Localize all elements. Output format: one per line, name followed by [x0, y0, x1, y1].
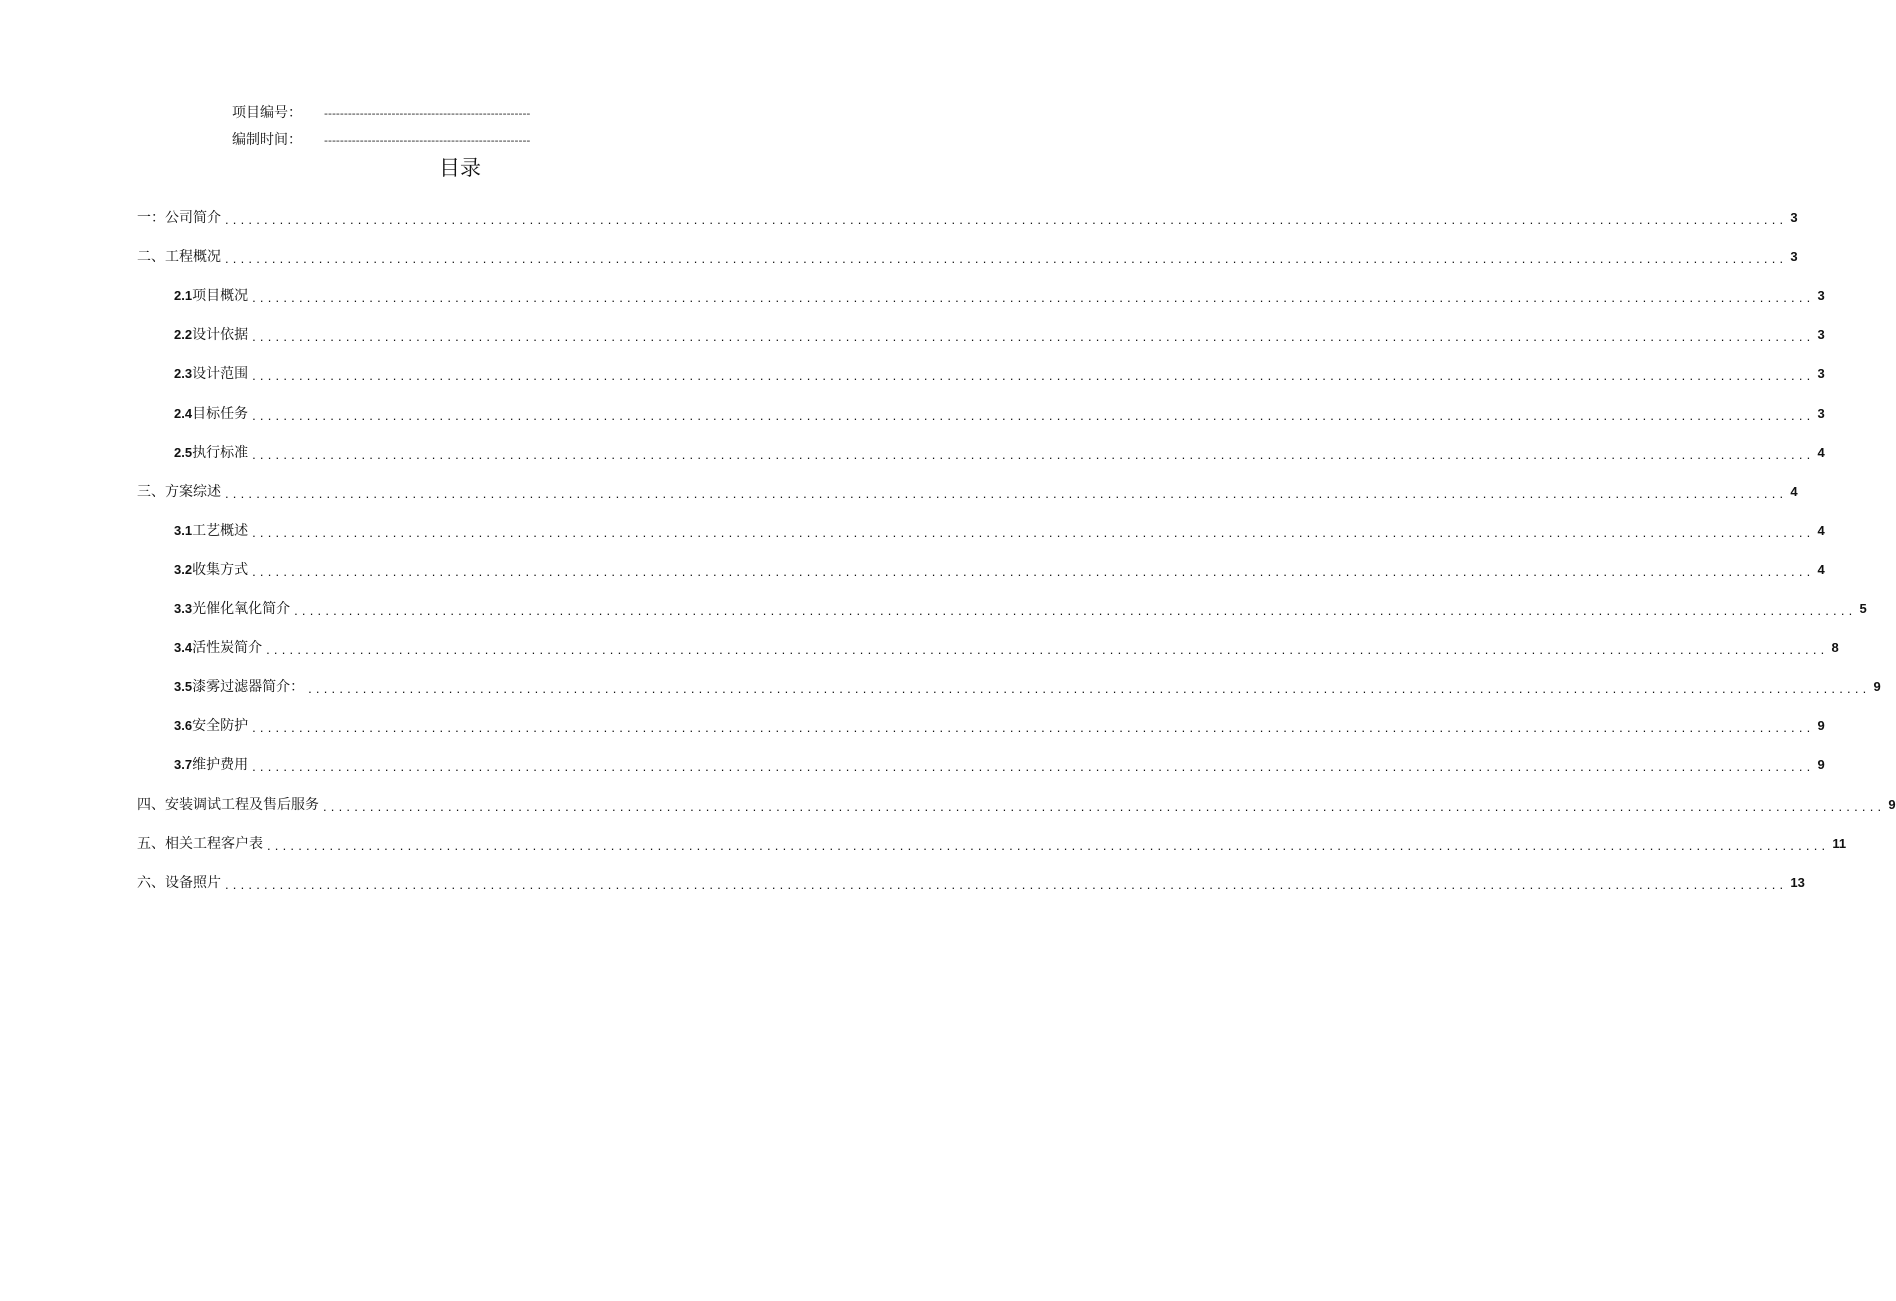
toc-entry[interactable] — [174, 676, 1881, 698]
toc-entry-page: 3 — [1790, 249, 1798, 264]
toc-entry-label: 漆雾过滤器简介： — [192, 679, 305, 695]
toc-entry-page: 13 — [1790, 875, 1805, 890]
toc-entry-number: 2.3 — [174, 366, 193, 381]
toc-entry-page: 4 — [1817, 523, 1825, 538]
toc-entry-page: 9 — [1817, 757, 1825, 772]
toc-dot-leader: ........................................................................................................................................................................................................ — [294, 603, 1857, 618]
toc-dot-leader: ........................................................................................................................................................................................................ — [225, 877, 1788, 892]
toc-entry[interactable] — [174, 598, 1867, 620]
toc-entry-number: 3.2 — [174, 562, 193, 577]
toc-dot-leader: ........................................................................................................................................................................................................ — [252, 564, 1815, 579]
toc-entry[interactable] — [174, 285, 1825, 307]
toc-entry-page: 4 — [1790, 484, 1798, 499]
toc-entry[interactable] — [174, 754, 1825, 776]
toc-entry-number: 3.4 — [174, 640, 193, 655]
toc-entry-number: 2.4 — [174, 406, 193, 421]
toc-entry[interactable] — [174, 363, 1825, 385]
toc-entry[interactable] — [137, 207, 1798, 229]
toc-dot-leader: ........................................................................................................................................................................................................ — [252, 720, 1815, 735]
toc-entry-label: 设计依据 — [192, 327, 249, 343]
toc-entry-page: 4 — [1817, 445, 1825, 460]
project-number-label: 项目编号： — [232, 105, 302, 121]
toc-entry-page: 3 — [1817, 406, 1825, 421]
toc-dot-leader: ........................................................................................................................................................................................................ — [252, 759, 1815, 774]
toc-entry-label: 设计范围 — [192, 366, 249, 382]
toc-entry-page: 9 — [1873, 679, 1881, 694]
toc-entry-label: 收集方式 — [192, 562, 249, 578]
toc-entry[interactable] — [137, 481, 1798, 503]
toc-entry-page: 8 — [1831, 640, 1839, 655]
toc-entry[interactable] — [137, 872, 1805, 894]
toc-entry-page: 9 — [1888, 797, 1896, 812]
toc-entry-label: 活性炭简介 — [192, 640, 263, 656]
toc-entry[interactable] — [174, 442, 1825, 464]
toc-entry-label: 光催化氧化简介 — [192, 601, 291, 617]
toc-dot-leader: ........................................................................................................................................................................................................ — [225, 251, 1788, 266]
toc-dot-leader: ........................................................................................................................................................................................................ — [308, 681, 1871, 696]
toc-dot-leader: ........................................................................................................................................................................................................ — [267, 838, 1830, 853]
toc-entry-page: 5 — [1859, 601, 1867, 616]
toc-entry[interactable] — [174, 324, 1825, 346]
toc-entry-number: 3.3 — [174, 601, 193, 616]
toc-entry-number: 3.1 — [174, 523, 193, 538]
toc-dot-leader: ........................................................................................................................................................................................................ — [252, 290, 1815, 305]
compile-date-value: ---------------------------------------------------- — [324, 134, 531, 147]
toc-entry-number: 3.7 — [174, 757, 193, 772]
toc-dot-leader: ........................................................................................................................................................................................................ — [252, 329, 1815, 344]
toc-entry-number: 3.5 — [174, 679, 193, 694]
toc-dot-leader: ........................................................................................................................................................................................................ — [252, 408, 1815, 423]
toc-entry[interactable] — [174, 403, 1825, 425]
toc-entry-label: 执行标准 — [192, 445, 249, 461]
toc-entry-page: 9 — [1817, 718, 1825, 733]
toc-entry-number: 2.1 — [174, 288, 193, 303]
toc-entry-label: 一：公司简介 — [137, 210, 221, 226]
toc-dot-leader: ........................................................................................................................................................................................................ — [225, 486, 1788, 501]
toc-entry-number: 2.2 — [174, 327, 193, 342]
toc-entry-label: 安全防护 — [192, 718, 249, 734]
toc-entry[interactable] — [174, 637, 1839, 659]
toc-entry-label: 维护费用 — [192, 757, 249, 773]
toc-entry-label: 三、方案综述 — [137, 484, 221, 500]
toc-entry[interactable] — [137, 794, 1896, 816]
toc-dot-leader: ........................................................................................................................................................................................................ — [323, 799, 1886, 814]
toc-entry[interactable] — [174, 520, 1825, 542]
toc-entry[interactable] — [137, 246, 1798, 268]
toc-entry-number: 3.6 — [174, 718, 193, 733]
compile-date-label: 编制时间： — [232, 132, 302, 148]
toc-entry-page: 3 — [1817, 288, 1825, 303]
toc-title: 目录 — [439, 156, 481, 180]
toc-entry-page: 11 — [1832, 836, 1847, 851]
toc-entry-label: 二、工程概况 — [137, 249, 221, 265]
toc-entry-number: 2.5 — [174, 445, 193, 460]
toc-entry[interactable] — [174, 715, 1825, 737]
toc-entry-label: 工艺概述 — [192, 523, 249, 539]
toc-entry-label: 项目概况 — [192, 288, 249, 304]
toc-entry-page: 4 — [1817, 562, 1825, 577]
toc-entry-label: 目标任务 — [192, 406, 249, 422]
toc-entry-label: 六、设备照片 — [137, 875, 221, 891]
toc-dot-leader: ........................................................................................................................................................................................................ — [266, 642, 1829, 657]
toc-dot-leader: ........................................................................................................................................................................................................ — [252, 368, 1815, 383]
toc-entry-page: 3 — [1817, 327, 1825, 342]
toc-entry-page: 3 — [1817, 366, 1825, 381]
toc-dot-leader: ........................................................................................................................................................................................................ — [252, 447, 1815, 462]
toc-entry-page: 3 — [1790, 210, 1798, 225]
toc-entry[interactable] — [174, 559, 1825, 581]
toc-dot-leader: ........................................................................................................................................................................................................ — [225, 212, 1788, 227]
toc-dot-leader: ........................................................................................................................................................................................................ — [252, 525, 1815, 540]
toc-entry[interactable] — [137, 833, 1847, 855]
toc-entry-label: 四、安装调试工程及售后服务 — [137, 797, 319, 813]
toc-entry-label: 五、相关工程客户表 — [137, 836, 263, 852]
project-number-value: ---------------------------------------------------- — [324, 107, 531, 120]
